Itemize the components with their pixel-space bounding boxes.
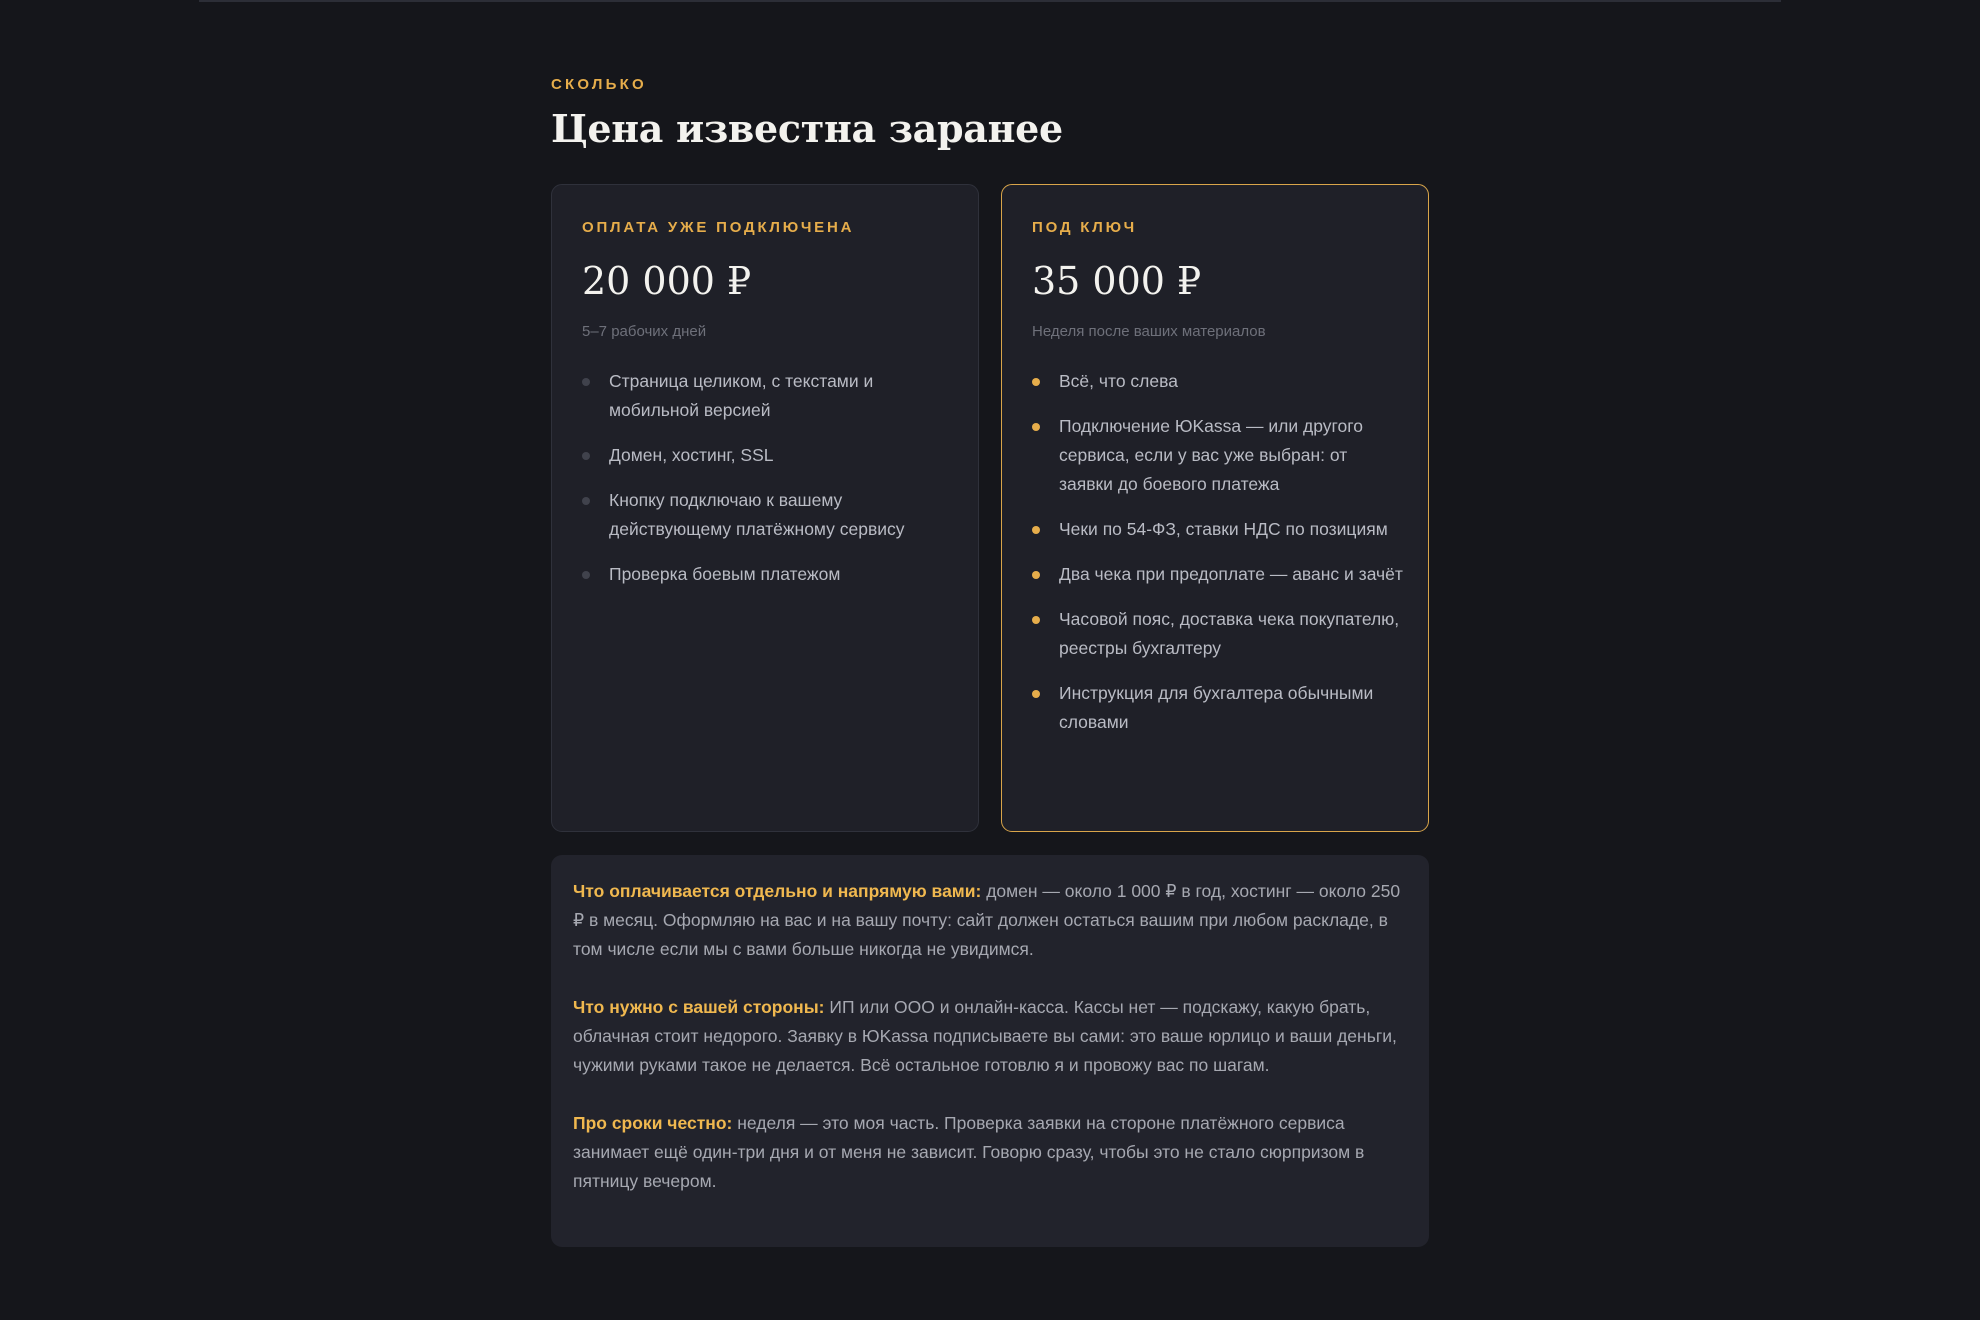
- pricing-notes: [551, 855, 1429, 1247]
- plan-feature: [1032, 412, 1404, 499]
- note-text: ИП или ООО и онлайн-касса. Кассы нет — подскажу, какую брать, облачная стоит недорого. Заявку в ЮKassa подписываете вы сами: это ваше юрлицо и ваши деньги, чужими руками такое не делается. Всё остальное готовлю я и провожу вас по шагам.: [573, 997, 1397, 1075]
- plan-card-payment-connected: [551, 184, 979, 832]
- feature-text: Два чека при предоплате — аванс и зачёт: [1059, 564, 1403, 584]
- plan-feature-list: [582, 367, 954, 605]
- feature-text: Всё, что слева: [1059, 371, 1178, 391]
- section-eyebrow: СКОЛЬКО: [551, 76, 647, 93]
- feature-text: Проверка боевым платежом: [609, 564, 841, 584]
- plan-price: 20 000 ₽: [582, 259, 752, 303]
- note-text: домен — около 1 000 ₽ в год, хостинг — около 250 ₽ в месяц. Оформляю на вас и на вашу почту: сайт должен остаться вашим при любом раскладе, в том числе если мы с вами больше никогда не увидимся.: [573, 881, 1401, 959]
- feature-text: Домен, хостинг, SSL: [609, 445, 774, 465]
- plan-feature: [1032, 679, 1404, 737]
- plan-term: 5–7 рабочих дней: [582, 323, 707, 340]
- note-separate-costs: [573, 877, 1407, 964]
- feature-text: Часовой пояс, доставка чека покупателю, реестры бухгалтеру: [1059, 609, 1400, 658]
- plan-label: ПОД КЛЮЧ: [1032, 219, 1137, 236]
- feature-text: Чеки по 54-ФЗ, ставки НДС по позициям: [1059, 519, 1388, 539]
- dot-bullet-icon: [1032, 378, 1040, 386]
- feature-text: Подключение ЮKassa — или другого сервиса, если у вас уже выбран: от заявки до боевого платежа: [1059, 416, 1363, 494]
- plan-feature: [1032, 605, 1404, 663]
- dot-bullet-icon: [582, 378, 590, 386]
- plan-price: 35 000 ₽: [1032, 259, 1202, 303]
- note-timeline: [573, 1109, 1407, 1196]
- dot-bullet-icon: [1032, 423, 1040, 431]
- plan-term: Неделя после ваших материалов: [1032, 323, 1266, 340]
- plan-feature: [582, 441, 954, 470]
- note-lead: Про сроки честно:: [573, 1113, 733, 1133]
- plan-feature: [582, 560, 954, 589]
- section-title: Цена известна заранее: [551, 106, 1063, 151]
- plan-feature: [582, 367, 954, 425]
- dot-bullet-icon: [1032, 690, 1040, 698]
- note-lead: Что нужно с вашей стороны:: [573, 997, 825, 1017]
- feature-text: Страница целиком, с текстами и мобильной версией: [609, 371, 874, 420]
- note-client-requirements: [573, 993, 1407, 1080]
- dot-bullet-icon: [1032, 571, 1040, 579]
- plan-feature: [1032, 560, 1404, 589]
- note-lead: Что оплачивается отдельно и напрямую вами:: [573, 881, 982, 901]
- plan-label: ОПЛАТА УЖЕ ПОДКЛЮЧЕНА: [582, 219, 855, 236]
- note-text: неделя — это моя часть. Проверка заявки на стороне платёжного сервиса занимает ещё один-три дня и от меня не зависит. Говорю сразу, чтобы это не стало сюрпризом в пятницу вечером.: [573, 1113, 1365, 1191]
- plan-feature-list: [1032, 367, 1404, 753]
- dot-bullet-icon: [1032, 526, 1040, 534]
- plan-feature: [582, 486, 954, 544]
- dot-bullet-icon: [1032, 616, 1040, 624]
- dot-bullet-icon: [582, 571, 590, 579]
- feature-text: Инструкция для бухгалтера обычными словами: [1059, 683, 1374, 732]
- plan-feature: [1032, 515, 1404, 544]
- top-divider: [199, 0, 1781, 2]
- feature-text: Кнопку подключаю к вашему действующему платёжному сервису: [609, 490, 905, 539]
- plan-feature: [1032, 367, 1404, 396]
- dot-bullet-icon: [582, 452, 590, 460]
- dot-bullet-icon: [582, 497, 590, 505]
- plan-card-turnkey: [1001, 184, 1429, 832]
